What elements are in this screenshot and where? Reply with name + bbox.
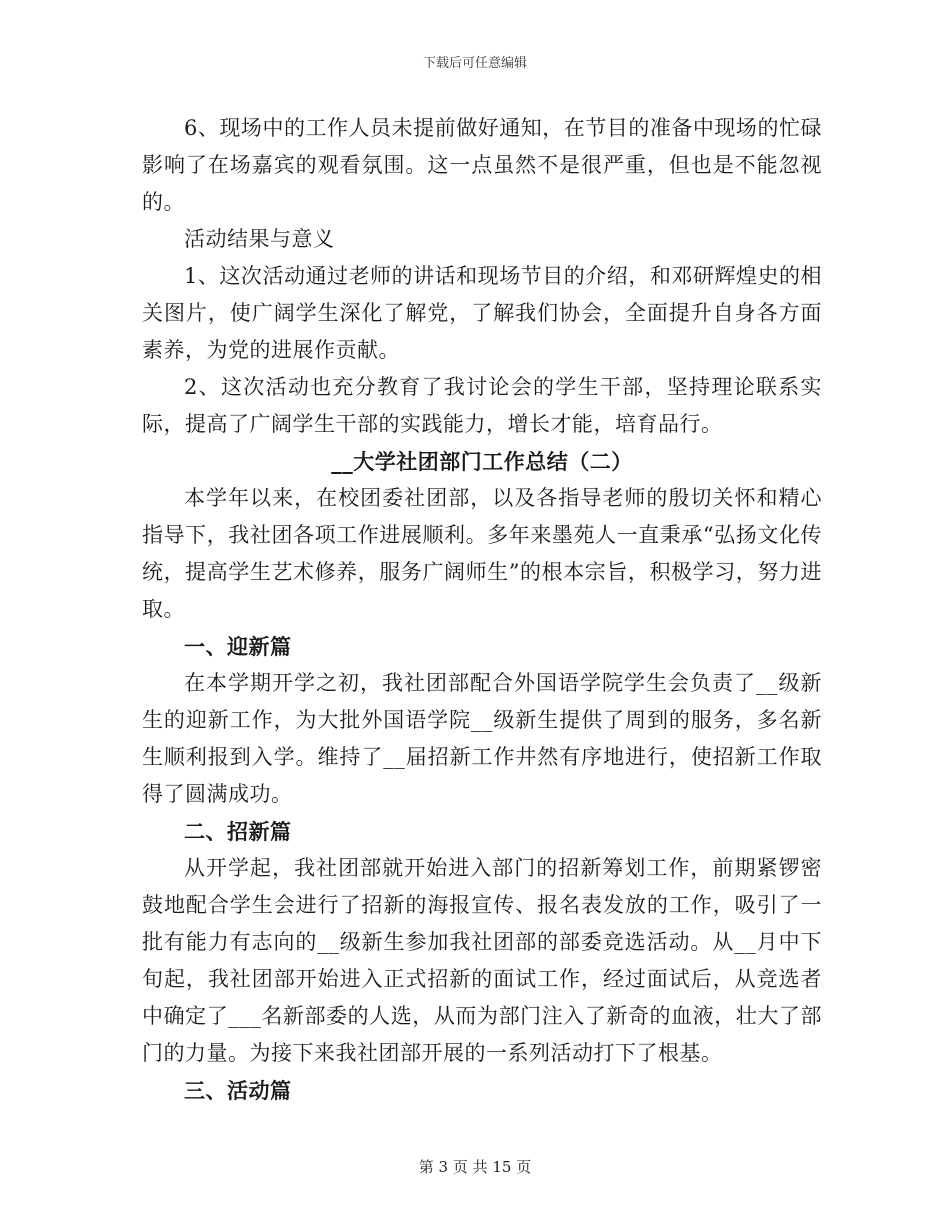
page-header: 下载后可任意编辑: [422, 56, 527, 71]
page-footer: 第 3 页 共 15 页: [418, 1158, 532, 1176]
paragraph: 2、这次活动也充分教育了我讨论会的学生干部，坚持理论联系实际，提高了广阔学生干部的实践能力，增长才能，培育品行。: [142, 375, 822, 436]
paragraph: 在本学期开学之初，我社团部配合外国语学院学生会负责了__级新生的迎新工作，为大批外国语学院__级新生提供了周到的服务，多名新生顺利报到入学。维持了__届招新工作井然有序地进行，使招新工作取得了圆满成功。: [142, 671, 822, 806]
paragraph: 从开学起，我社团部就开始进入部门的招新筹划工作，前期紧锣密鼓地配合学生会进行了招新的海报宣传、报名表发放的工作，吸引了一批有能力有志向的__级新生参加我社团部的部委竞选活动。从__月中下旬起，我社团部开始进入正式招新的面试工作，经过面试后，从竞选者中确定了___名新部委的人选，从而为部门注入了新奇的血液，壮大了部门的力量。为接下来我社团部开展的一系列活动打下了根基。: [142, 856, 822, 1065]
subsection-heading: 二、招新篇: [184, 819, 292, 844]
subsection-heading: 一、迎新篇: [184, 634, 292, 659]
section-title: __大学社团部门工作总结（二）: [331, 449, 633, 474]
document-body: [142, 110, 822, 1109]
paragraph: 活动结果与意义: [184, 227, 335, 251]
paragraph: 1、这次活动通过老师的讲话和现场节目的介绍，和邓研辉煌史的相关图片，使广阔学生深化了解党，了解我们协会，全面提升自身各方面素养，为党的进展作贡献。: [142, 264, 822, 362]
paragraph: 6、现场中的工作人员未提前做好通知，在节目的准备中现场的忙碌影响了在场嘉宾的观看氛围。这一点虽然不是很严重，但也是不能忽视的。: [142, 116, 822, 214]
paragraph: 本学年以来，在校团委社团部，以及各指导老师的殷切关怀和精心指导下，我社团各项工作进展顺利。多年来墨苑人一直秉承“弘扬文化传统，提高学生艺术修养，服务广阔师生”的根本宗旨，积极学习，努力进取。: [142, 486, 822, 621]
subsection-heading: 三、活动篇: [184, 1078, 292, 1103]
